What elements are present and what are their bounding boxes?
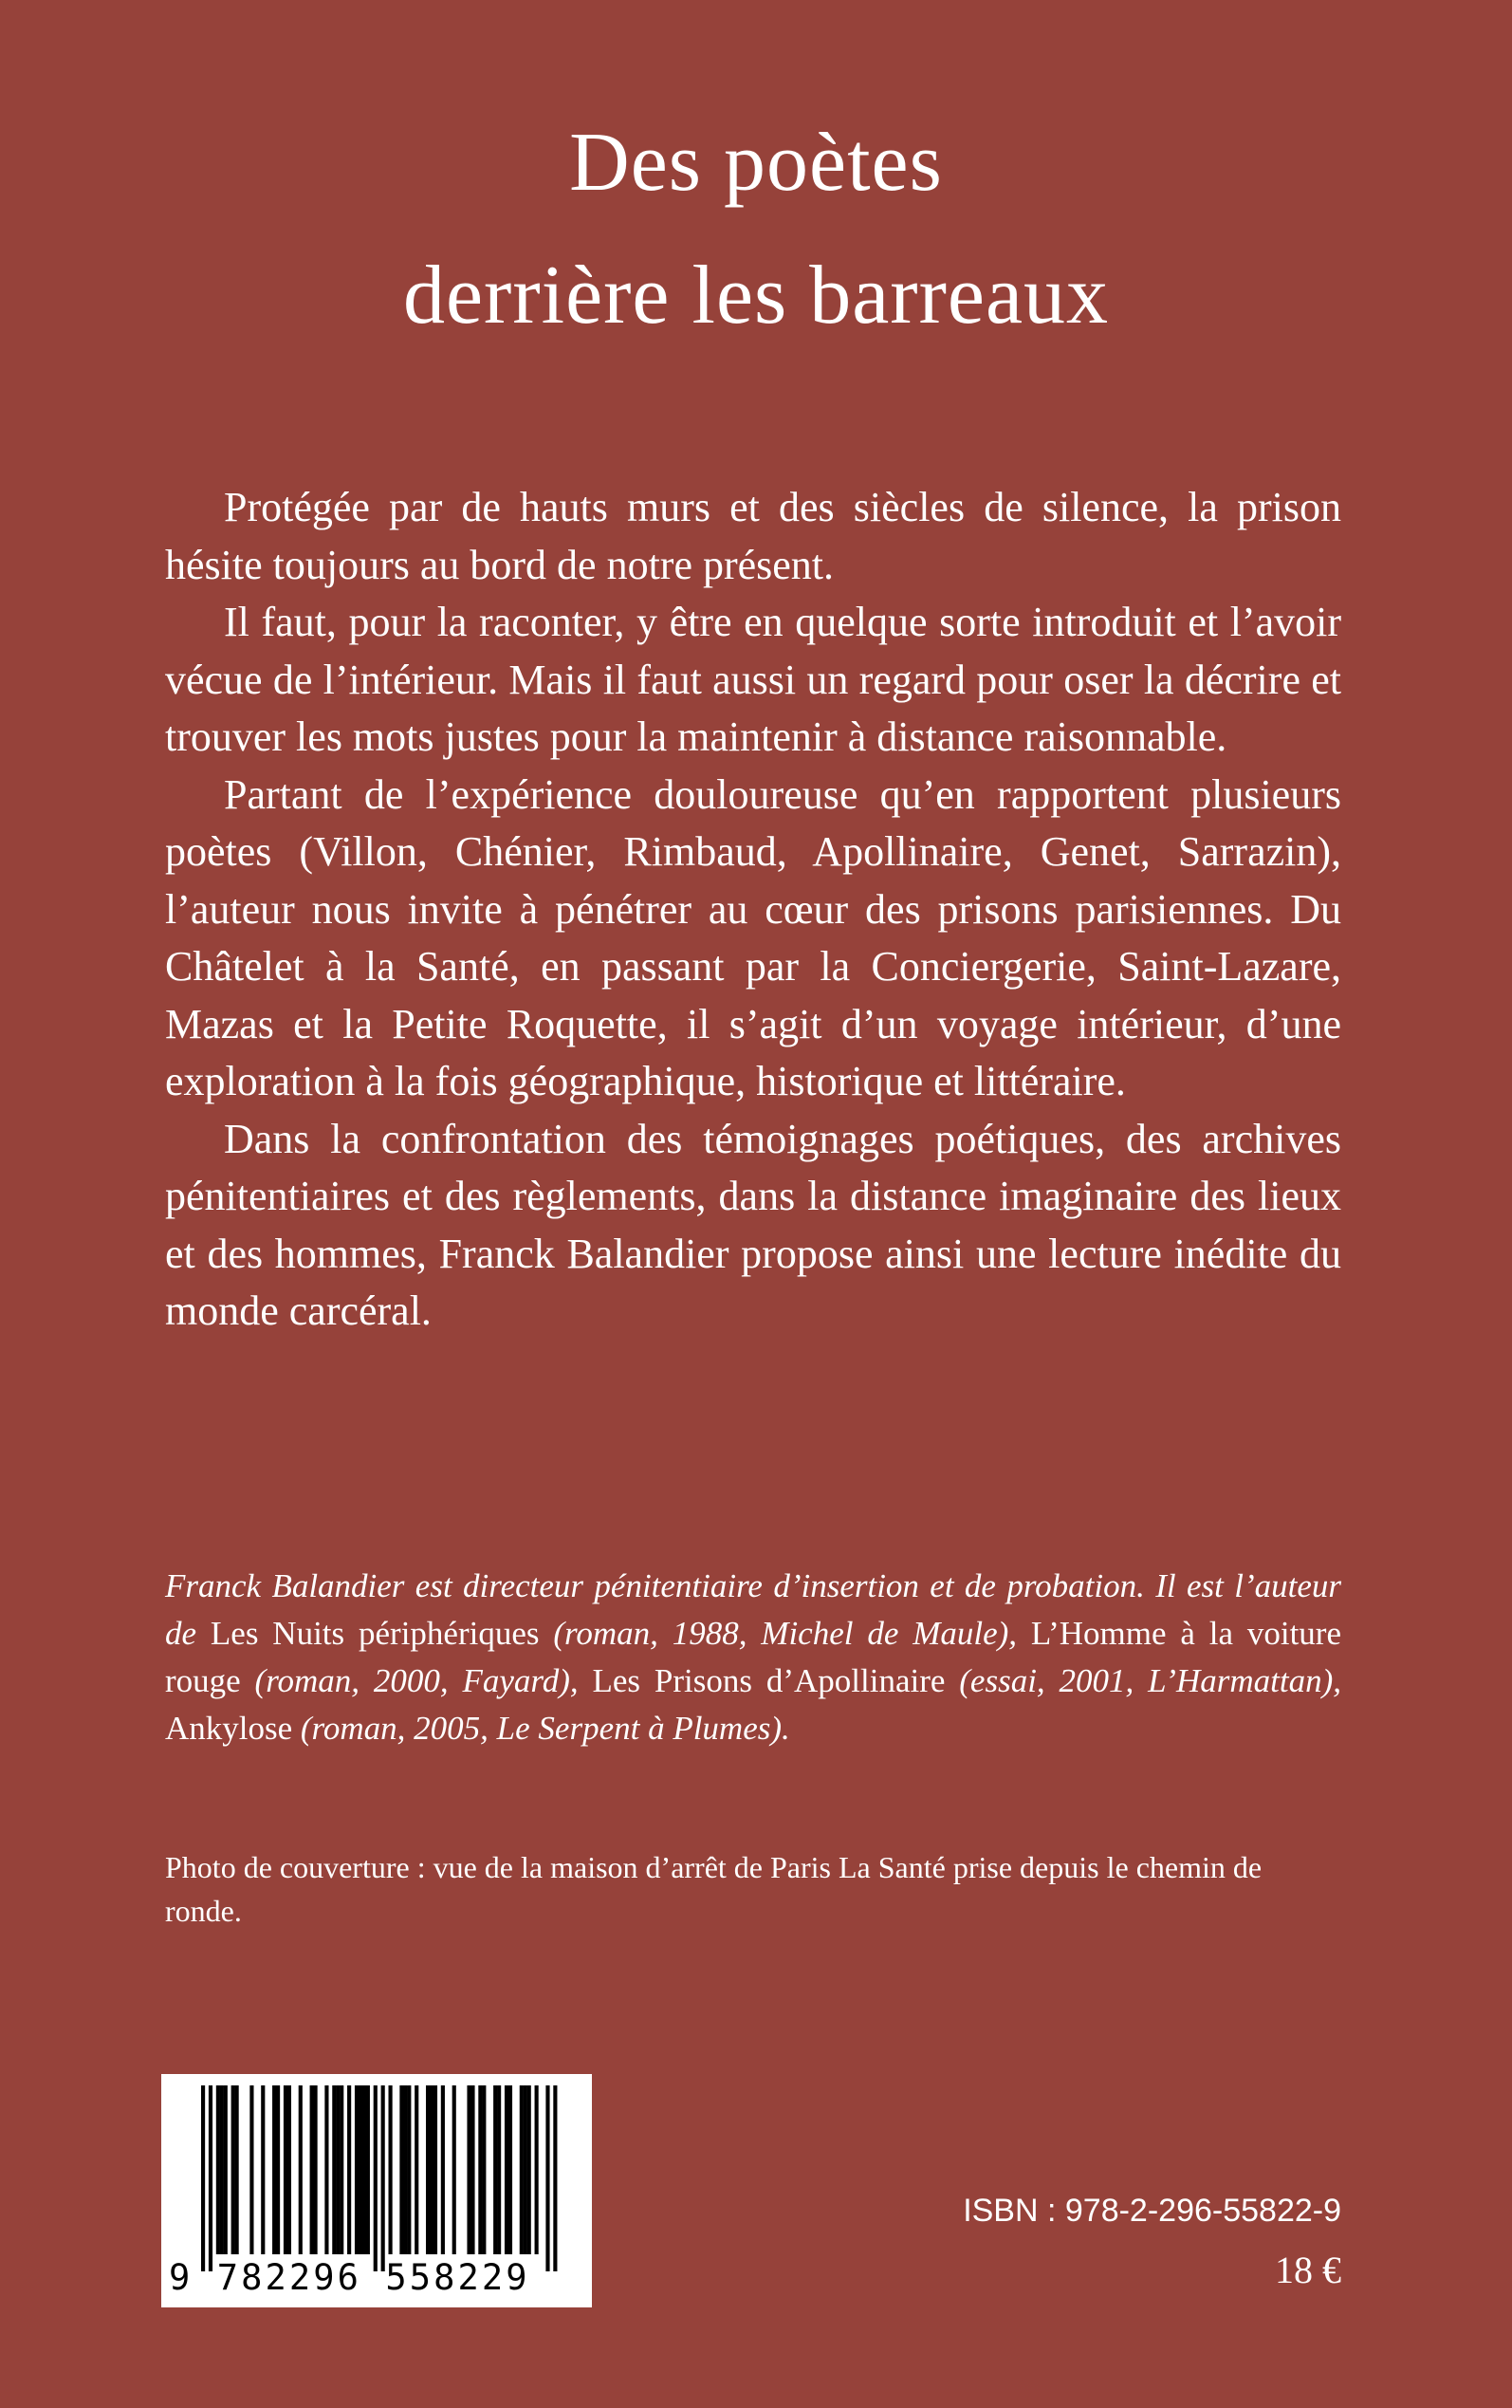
isbn-number: ISBN : 978-2-296-55822-9: [963, 2193, 1341, 2229]
title-line-2: derrière les barreaux: [402, 250, 1110, 342]
barcode-bar: [359, 2085, 362, 2254]
barcode-bar: [399, 2085, 403, 2254]
barcode-bar: [467, 2085, 470, 2254]
barcode-bar: [520, 2085, 524, 2254]
barcode-bar: [366, 2085, 370, 2254]
barcode-bar: [524, 2085, 527, 2254]
title-line-1: Des poètes: [569, 117, 943, 209]
barcode-bar: [497, 2085, 501, 2254]
barcode-bar: [493, 2085, 497, 2254]
barcode-bar: [299, 2085, 303, 2254]
barcode-bar: [433, 2085, 437, 2254]
barcode-bar: [209, 2085, 212, 2271]
back-cover-summary: [165, 479, 1341, 1341]
barcode-bar: [535, 2085, 539, 2254]
barcode-bar: [508, 2085, 512, 2254]
barcode-bar: [336, 2085, 340, 2254]
barcode-bar: [310, 2085, 314, 2254]
barcode-digits: 9 782296 558229: [169, 2257, 530, 2298]
barcode-bar: [235, 2085, 239, 2254]
barcode-bar: [261, 2085, 265, 2254]
bio-book-title: L’Homme à la voiture rouge: [165, 1615, 1341, 1699]
barcode-bar: [340, 2085, 343, 2254]
bio-book-info: (essai, 2001, L’Harmattan),: [945, 1662, 1341, 1699]
barcode-bar: [478, 2085, 482, 2254]
bio-book-info: (roman, 2000, Fayard),: [240, 1662, 593, 1699]
barcode-bar: [389, 2085, 393, 2254]
barcode: [161, 2074, 592, 2307]
bio-book-title: Les Nuits périphériques: [210, 1615, 540, 1652]
summary-paragraph: Partant de l’expérience douloureuse qu’en rapportent plusieurs poètes (Villon, Chénier, Rimbaud, Apollinaire, Genet, Sarrazin), l’auteur nous invite à pénétrer au cœur des prisons parisiennes. Du Châtelet à la Santé, en passant par la Conciergerie, Saint-Lazare, Mazas et la Petite Roquette, il s’agit d’un voyage intérieur, d’une exploration à la fois géographique, historique et littéraire.: [165, 770, 1341, 1104]
summary-paragraph: Protégée par de hauts murs et des siècles de silence, la prison hésite toujours au bord de notre présent.: [165, 484, 1341, 588]
barcode-bar: [314, 2085, 318, 2254]
barcode-bar: [482, 2085, 486, 2254]
barcode-bar: [362, 2085, 366, 2254]
barcode-bar: [272, 2085, 276, 2254]
barcode-bar: [231, 2085, 235, 2254]
bio-book-info: (roman, 2005, Le Serpent à Plumes).: [292, 1710, 790, 1747]
barcode-bar: [470, 2085, 474, 2254]
barcode-bar: [527, 2085, 531, 2254]
barcode-bar: [505, 2085, 508, 2254]
barcode-bar: [201, 2085, 205, 2271]
barcode-bar: [347, 2085, 351, 2254]
barcode-bar: [220, 2085, 224, 2254]
bio-book-title: Les Prisons d’Apollinaire: [592, 1662, 946, 1699]
author-bio: [165, 1563, 1341, 1752]
barcode-bar: [553, 2085, 557, 2271]
summary-paragraph: Il faut, pour la raconter, y être en quelque sorte introduit et l’avoir vécue de l’intérieur. Mais il faut aussi un regard pour oser la décrire et trouver les mots justes pour la maintenir à distance raisonnable.: [165, 599, 1341, 760]
barcode-bar: [441, 2085, 445, 2254]
barcode-bar: [249, 2085, 253, 2254]
barcode-bar: [374, 2085, 378, 2271]
barcode-bar: [381, 2085, 385, 2271]
barcode-bar: [426, 2085, 430, 2254]
barcode-bar: [430, 2085, 433, 2254]
barcode-bar: [284, 2085, 287, 2254]
barcode-bar: [415, 2085, 418, 2254]
photo-credit: Photo de couverture : vue de la maison d’arrêt de Paris La Santé prise depuis le chemin de ronde.: [165, 1850, 1263, 1928]
barcode-bar: [224, 2085, 228, 2254]
bio-intro: Franck Balandier est directeur pénitentiaire d’insertion et de probation. Il est l’auteur de: [165, 1567, 1341, 1652]
barcode-bar: [545, 2085, 549, 2271]
barcode-bar: [403, 2085, 407, 2254]
barcode-bar: [216, 2085, 220, 2254]
barcode-bar: [324, 2085, 328, 2254]
summary-paragraph: Dans la confrontation des témoignages poétiques, des archives pénitentiaires et des règlements, dans la distance imaginaire des lieux et des hommes, Franck Balandier propose ainsi une lecture inédite du monde carcéral.: [165, 1115, 1341, 1334]
barcode-bar: [355, 2085, 359, 2254]
barcode-bar: [452, 2085, 456, 2254]
barcode-bar: [407, 2085, 411, 2254]
barcode-bar: [332, 2085, 336, 2254]
price: 18 €: [1275, 2249, 1341, 2291]
barcode-bar: [276, 2085, 280, 2254]
bio-book-info: (roman, 1988, Michel de Maule),: [539, 1615, 1031, 1652]
bio-book-title: Ankylose: [165, 1710, 293, 1747]
barcode-bar: [287, 2085, 291, 2254]
